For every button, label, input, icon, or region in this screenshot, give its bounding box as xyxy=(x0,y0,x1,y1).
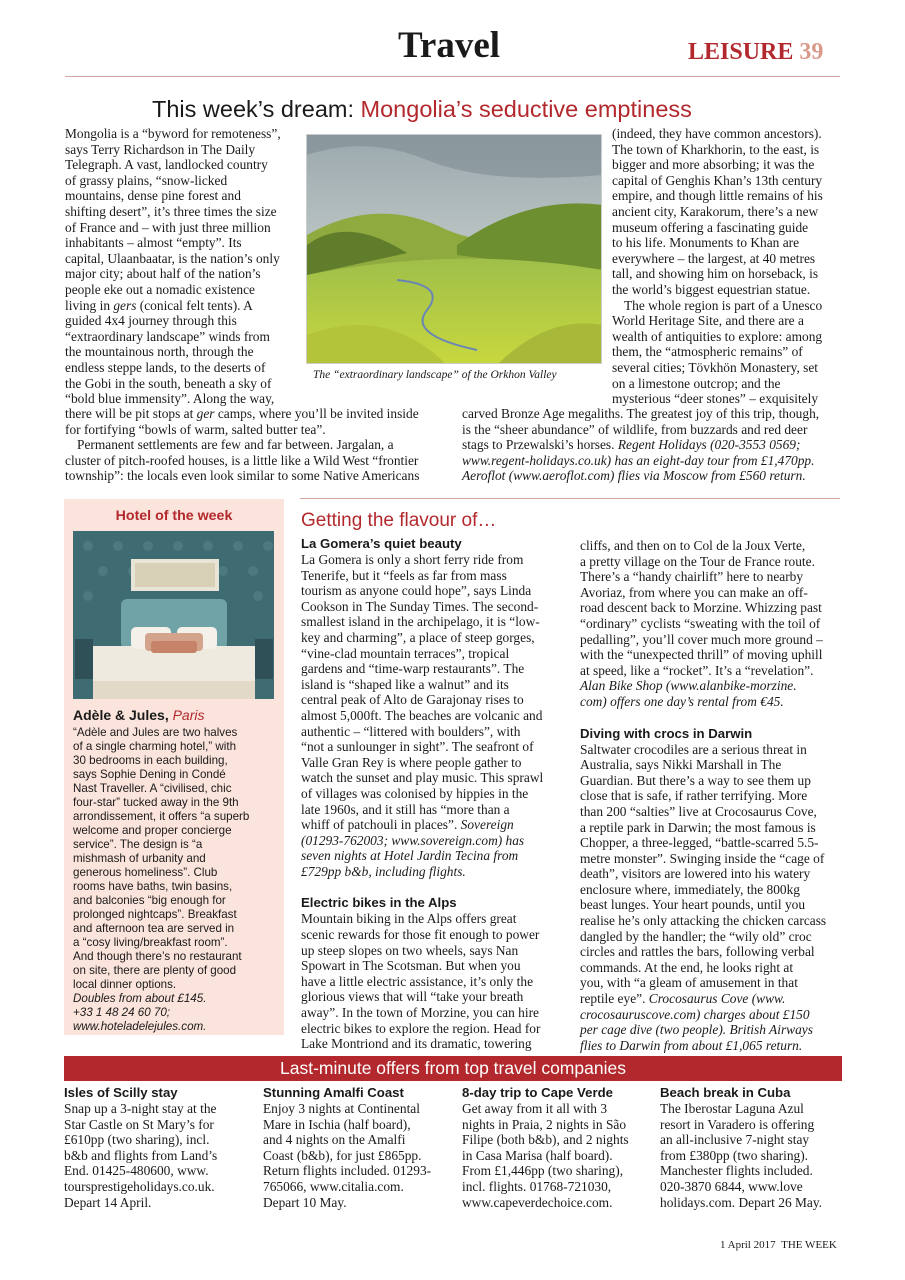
line: everywhere – the largest, at 40 metres xyxy=(612,250,816,266)
line: tall, and showing him on horseback, is xyxy=(612,266,819,282)
line: www.capeverdechoice.com. xyxy=(462,1194,613,1210)
bikes-title: Electric bikes in the Alps xyxy=(301,895,457,911)
line: There’s a “handy chairlift” here to nearby xyxy=(580,569,804,585)
flavour-column-1 xyxy=(301,536,571,1052)
line: the mountainous north, through the xyxy=(65,344,254,360)
line: Permanent settlements are few and far between. Jargalan, a xyxy=(77,437,394,453)
section-title: Travel xyxy=(398,25,501,66)
line xyxy=(301,817,571,833)
line xyxy=(462,437,847,453)
line: a pretty village on the Tour de France route. xyxy=(580,553,815,569)
line: them, the “atmospheric remains” of xyxy=(612,344,803,360)
line: Saltwater crocodiles are a serious threat in xyxy=(580,741,807,757)
line: From £1,446pp (two sharing), xyxy=(462,1163,624,1179)
line: rooms have baths, twin basins, xyxy=(73,880,233,893)
line: Valle Gran Rey is where people gather to xyxy=(301,754,522,770)
issue-date: 1 April 2017 xyxy=(720,1239,776,1251)
leisure-label xyxy=(688,38,823,66)
line: (indeed, they have common ancestors). xyxy=(612,126,822,141)
publication-name: THE WEEK xyxy=(781,1239,837,1251)
line xyxy=(65,406,465,422)
photo-caption: The “extraordinary landscape” of the Orkhon Valley xyxy=(313,369,557,381)
line: End. 01425-480600, www. xyxy=(64,1163,209,1179)
text: there will be pit stops at xyxy=(65,406,197,421)
page-number: 39 xyxy=(799,39,824,65)
line: Avoriaz, from where you can make an off- xyxy=(580,584,808,600)
line: guided 4x4 journey through this xyxy=(65,313,237,329)
line: And though there’s no restaurant xyxy=(73,950,242,963)
line: late 1960s, and it still has “more than a xyxy=(301,801,510,817)
line xyxy=(580,1022,845,1038)
line: is the “sheer abundance” of wildlife, from buzzards and red deer xyxy=(462,421,808,437)
line xyxy=(462,468,847,484)
text-italic: seven nights at Hotel Jardin Tecina from xyxy=(301,848,519,864)
text-italic: Alan Bike Shop (www.alanbike-morzine. xyxy=(580,678,797,694)
line: of villages was colonised by hippies in the xyxy=(301,785,529,801)
line: capital of Genghis Khan’s 13th century xyxy=(612,172,823,188)
line: death”, visitors are lowered into his watery xyxy=(580,866,811,882)
line xyxy=(580,1007,845,1023)
line: The town of Kharkhorin, to the east, is xyxy=(612,141,820,157)
line: arrondissement, it offers “a superb xyxy=(73,810,250,823)
line: Mountain biking in the Alps offers great xyxy=(301,911,517,927)
offer-card xyxy=(64,1085,256,1210)
feature-title-main: Mongolia’s seductive emptiness xyxy=(360,96,692,122)
line: Depart 14 April. xyxy=(64,1194,152,1210)
text: whiff of patchouli in places”. xyxy=(301,817,458,833)
text-italic: gers xyxy=(113,297,137,313)
line xyxy=(580,678,845,694)
line: central peak of Alto de Garajonay rises to xyxy=(301,692,524,708)
line: Filipe (both b&b), and 2 nights xyxy=(462,1132,629,1148)
hotel-website-link[interactable]: www.hoteladelejules.com. xyxy=(73,1020,207,1033)
line: The Iberostar Laguna Azul xyxy=(660,1101,804,1116)
line: nights in Praia, 2 nights in São xyxy=(462,1116,627,1132)
line: dangled by the handler; the “wily old” croc xyxy=(580,928,812,944)
line: local dinner options. xyxy=(73,978,177,991)
line: Tenerife, but it “feels as far from mass xyxy=(301,567,507,583)
line: resort in Varadero is offering xyxy=(660,1116,815,1132)
line: scenic rewards for those fit enough to power xyxy=(301,927,540,943)
line: inhabitants – almost “empty”. Its xyxy=(65,235,242,251)
line: “ordinary” cyclists “sweating with the toil of xyxy=(580,615,821,631)
line: prolonged nightcaps”. Breakfast xyxy=(73,908,237,921)
line xyxy=(301,864,571,880)
text-italic: per cage dive (two people). British Airways xyxy=(580,1022,813,1038)
line: 020-3870 6844, www.love xyxy=(660,1178,803,1194)
line: “extraordinary landscape” winds from xyxy=(65,328,270,344)
line: Australia, says Nikki Marshall in The xyxy=(580,757,782,773)
hotel-name: Adèle & Jules, xyxy=(73,707,173,723)
line: close that is safe, if rather terrifying. More xyxy=(580,788,808,804)
line: Depart 10 May. xyxy=(263,1194,347,1210)
line: circles and rattles the bars, following verbal xyxy=(580,944,815,960)
line: with the “unexpected thrill” of moving uphill xyxy=(580,647,823,663)
header-rule xyxy=(65,76,840,77)
line: realise he’s only attacking the chicken carcass xyxy=(580,913,827,929)
footer xyxy=(720,1239,837,1252)
line: endless steppe lands, to the deserts of xyxy=(65,359,266,375)
line: gardens and “time-warp restaurants”. The xyxy=(301,661,525,677)
orkhon-valley-photo xyxy=(306,134,602,364)
text-italic: crocosauruscove.com) charges about £150 xyxy=(580,1006,810,1022)
feature-title xyxy=(152,95,692,123)
line: +33 1 48 24 60 70; xyxy=(73,1006,171,1019)
hotel-name-line xyxy=(73,707,205,724)
hotel-body xyxy=(73,726,279,1034)
line: “bold blue immensity”. Along the way, xyxy=(65,391,275,407)
line: away”. In the town of Morzine, you can hire xyxy=(301,1005,539,1021)
line: enclosure where, immediately, the 800kg xyxy=(580,881,801,897)
line: holidays.com. Depart 26 May. xyxy=(660,1194,823,1210)
line: Cookson in The Sunday Times. The second- xyxy=(301,598,539,614)
line: island is “shaped like a walnut” and its xyxy=(301,676,509,692)
line: major city; about half of the nation’s xyxy=(65,266,261,282)
line: you, with “a gleam of amusement in that xyxy=(580,975,798,991)
line: Doubles from about £145. xyxy=(73,992,207,1005)
spacer xyxy=(301,879,571,895)
line: carved Bronze Age megaliths. The greatest joy of this trip, though, xyxy=(462,406,820,421)
line: La Gomera is only a short ferry ride from xyxy=(301,552,524,567)
line: mountains, dense pine forest and xyxy=(65,188,241,204)
hotel-photo xyxy=(73,531,274,699)
feature-right-wide xyxy=(462,406,847,484)
line: says Terry Richardson in The Daily xyxy=(65,141,256,157)
text-italic: (01293-762003; www.sovereign.com) has xyxy=(301,832,525,848)
line: for fortifying “bowls of warm, salted butter tea”. xyxy=(65,421,326,437)
line: Lake Montriond and its dramatic, towering xyxy=(301,1036,532,1052)
line: pedalling”, you’ll cover much more ground – xyxy=(580,631,823,647)
line: Mare in Ischia (half board), xyxy=(263,1116,411,1132)
line: The whole region is part of a Unesco xyxy=(624,297,823,313)
line: Get away from it all with 3 xyxy=(462,1101,608,1116)
text-italic: com) offers one day’s rental from €45. xyxy=(580,693,784,709)
line: township”: the locals even look similar to some Native Americans xyxy=(65,468,420,484)
line: Chopper, a three-legged, “battle-scarred 5.5- xyxy=(580,835,819,851)
feature-title-lead: This week’s dream: xyxy=(152,96,361,122)
offer-card xyxy=(263,1085,455,1210)
line: Return flights included. 01293- xyxy=(263,1163,432,1179)
line: Spowart in The Scotsman. But when you xyxy=(301,958,521,974)
flavour-heading: Getting the flavour of… xyxy=(301,510,497,531)
line: shifting desert”, it’s three times the size xyxy=(65,203,277,219)
line: people eke out a nomadic existence xyxy=(65,281,255,297)
section-rule xyxy=(300,498,840,499)
offer-title: 8-day trip to Cape Verde xyxy=(462,1085,613,1100)
line: “Adèle and Jules are two halves xyxy=(73,726,238,739)
line: and balconies “big enough for xyxy=(73,894,226,907)
line: wealth of antiquities to explore: among xyxy=(612,328,823,344)
line: to his life. Monuments to Khan are xyxy=(612,235,800,251)
flavour-column-2 xyxy=(580,538,845,1053)
line xyxy=(301,848,571,864)
feature-right-column xyxy=(612,126,844,407)
line: Manchester flights included. xyxy=(660,1163,813,1179)
line: and 4 nights on the Amalfi xyxy=(263,1132,406,1148)
line: Guardian. But there’s a way to see them up xyxy=(580,772,811,788)
line: electric bikes to explore the region. Head for xyxy=(301,1020,541,1036)
text-italic: £729pp b&b, including flights. xyxy=(301,863,466,879)
line: Telegraph. A vast, landlocked country xyxy=(65,157,268,173)
text-italic: ger xyxy=(196,406,215,421)
line: of a single charming hotel,” with xyxy=(73,740,237,753)
text-italic: Sovereign xyxy=(457,817,514,833)
offer-card xyxy=(660,1085,845,1210)
line: of France and – with just three million xyxy=(65,219,271,235)
line: cluster of pitch-roofed houses, is a little like a Wild West “frontier xyxy=(65,452,419,468)
line: Nast Traveller. A “civilised, chic xyxy=(73,782,232,795)
line: of grassy plains, “snow-licked xyxy=(65,172,228,188)
line: and afternoon tea are served in xyxy=(73,922,235,935)
line: incl. flights. 01768-721030, xyxy=(462,1178,612,1194)
text-italic: Aeroflot (www.aeroflot.com) flies via Moscow from £560 return. xyxy=(462,468,806,484)
line: smallest island in the archipelago, it is “low- xyxy=(301,614,540,630)
line: from £380pp (two sharing). xyxy=(660,1147,809,1163)
line: beast lunges. Your heart pounds, until you xyxy=(580,897,806,913)
line: road descent back to Morzine. Whizzing past xyxy=(580,600,822,616)
line: metre monster”. Swinging inside the “cage of xyxy=(580,850,825,866)
offer-card xyxy=(462,1085,654,1210)
line: World Heritage Site, and there are a xyxy=(612,313,804,329)
line: commands. At the end, he looks right at xyxy=(580,959,794,975)
text: camps, where you’ll be invited inside xyxy=(214,406,419,421)
line: a reptile park in Darwin; the most famous is xyxy=(580,819,816,835)
line xyxy=(580,1038,845,1054)
line: empire, and though little remains of his xyxy=(612,188,823,204)
line: have a little electric assistance, it’s only the xyxy=(301,973,534,989)
line xyxy=(301,833,571,849)
line: watch the sunset and play music. This sprawl xyxy=(301,770,544,786)
line xyxy=(462,453,847,469)
line: several cities; Tövkhön Monastery, set xyxy=(612,359,819,375)
line: on a limestone outcrop; and the xyxy=(612,375,781,391)
line xyxy=(580,694,845,710)
line: the Gobi in the south, beneath a sky of xyxy=(65,375,272,391)
offer-title: Beach break in Cuba xyxy=(660,1085,791,1100)
line: an all-inclusive 7-night stay xyxy=(660,1132,810,1148)
feature-left-wide xyxy=(65,406,465,484)
line: almost 5,000ft. The beaches are volcanic and xyxy=(301,707,543,723)
line: ancient city, Karakorum, there’s a new xyxy=(612,203,819,219)
line: mysterious “deer stones” – exquisitely xyxy=(612,391,819,407)
line: the world’s biggest equestrian statue. xyxy=(612,281,811,297)
line: museum offering a fascinating guide xyxy=(612,219,809,235)
offer-title: Stunning Amalfi Coast xyxy=(263,1085,404,1100)
line: “not a sunlounger in sight”. The seafront of xyxy=(301,739,534,755)
line: tourism as anyone could hope”, says Linda xyxy=(301,583,532,599)
offer-title: Isles of Scilly stay xyxy=(64,1085,178,1100)
line: Mongolia is a “byword for remoteness”, xyxy=(65,126,281,141)
text-italic: Crocosaurus Cove (www. xyxy=(648,991,786,1007)
text: stags to Przewalski’s horses. xyxy=(462,437,618,453)
line: toursprestigeholidays.co.uk. xyxy=(64,1178,215,1194)
text-italic: flies to Darwin from about £1,065 return. xyxy=(580,1037,803,1053)
line: bigger and more absorbing; it was the xyxy=(612,157,815,173)
text-italic: Regent Holidays (020-3553 0569; xyxy=(617,437,801,453)
line: a “cosy living/breakfast room”. xyxy=(73,936,228,949)
line: service”. The design is “a xyxy=(73,838,203,851)
line: at speed, like a “rocket”. It’s a “revelation”. xyxy=(580,662,814,678)
text-italic: www.regent-holidays.co.uk) has an eight-day tour from £1,470pp. xyxy=(462,452,815,468)
line: mishmash of urbanity and xyxy=(73,852,206,865)
line: “vine-clad mountain terraces”, tropical xyxy=(301,645,510,661)
line: welcome and proper concierge xyxy=(73,824,232,837)
line: key and charming”, a place of steep gorges, xyxy=(301,629,535,645)
line xyxy=(580,991,845,1007)
text: living in xyxy=(65,297,114,313)
line: cliffs, and then on to Col de la Joux Verte, xyxy=(580,538,806,553)
offers-banner: Last-minute offers from top travel companies xyxy=(64,1056,842,1081)
hotel-panel xyxy=(64,499,284,1035)
line: Coast (b&b), for just £865pp. xyxy=(263,1147,422,1163)
line: Star Castle on St Mary’s for xyxy=(64,1116,214,1132)
text: (conical felt tents). A xyxy=(136,297,253,313)
line: Snap up a 3-night stay at the xyxy=(64,1101,217,1116)
line: generous homeliness”. Club xyxy=(73,866,218,879)
line: 30 bedrooms in each building, xyxy=(73,754,228,767)
line: says Sophie Dening in Condé xyxy=(73,768,226,781)
line: Enjoy 3 nights at Continental xyxy=(263,1101,420,1116)
hotel-city: Paris xyxy=(172,707,205,723)
line: capital, Ulaanbaatar, is the nation’s only xyxy=(65,250,280,266)
line: four-star” tucked away in the 9th xyxy=(73,796,239,809)
line: b&b and flights from Land’s xyxy=(64,1147,218,1163)
line: authentic – “littered with boulders”, with xyxy=(301,723,521,739)
line: in Casa Marisa (half board). xyxy=(462,1147,613,1163)
hotel-label: Hotel of the week xyxy=(115,508,233,524)
line: 765066, www.citalia.com. xyxy=(263,1178,404,1194)
line: than 200 “salties” live at Crocosaurus Cove, xyxy=(580,803,817,819)
line: glorious views that will “take your breath xyxy=(301,989,524,1005)
line: up steep slopes on two wheels, says Nan xyxy=(301,942,519,958)
line: £610pp (two sharing), incl. xyxy=(64,1132,210,1148)
line xyxy=(65,298,301,314)
spacer xyxy=(580,710,845,726)
crocs-title: Diving with crocs in Darwin xyxy=(580,725,753,741)
text: reptile eye”. xyxy=(580,991,649,1007)
feature-left-column xyxy=(65,126,301,407)
leisure-word: LEISURE xyxy=(688,39,794,65)
gomera-title: La Gomera’s quiet beauty xyxy=(301,536,462,551)
line: on site, there are plenty of good xyxy=(73,964,237,977)
